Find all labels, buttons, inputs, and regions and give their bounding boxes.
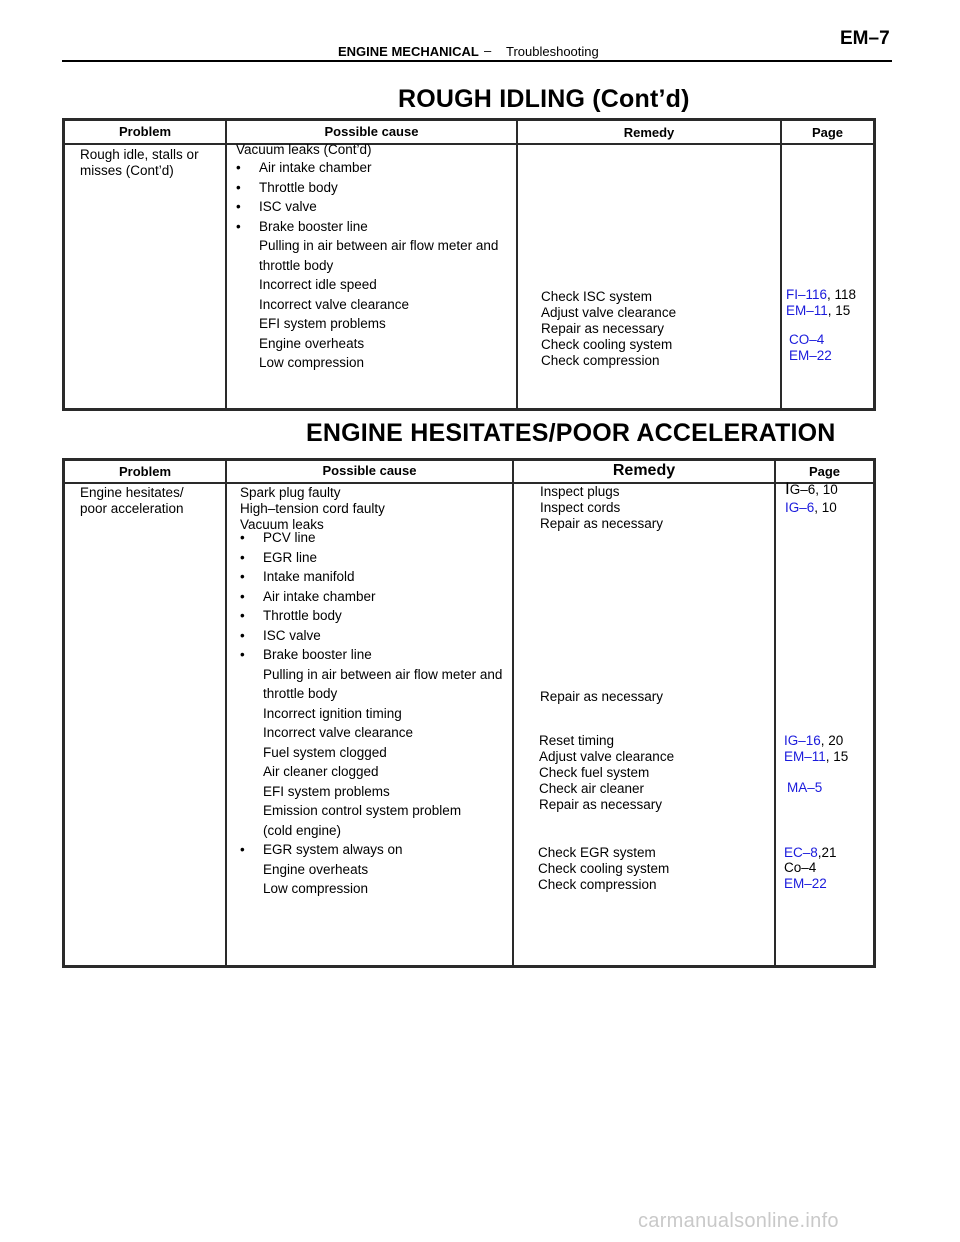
table2-cause-intro-line: High–tension cord faulty [240, 501, 385, 516]
table1-remedy-list [541, 289, 676, 369]
table2-remedy-group [538, 845, 669, 893]
table1-page-ref: EM–22 [789, 348, 832, 363]
bullet: • [240, 842, 245, 857]
table2-page-ref: EM–22 [784, 876, 827, 891]
table2-col-divider-3 [774, 461, 776, 966]
table2-col-divider-2 [512, 461, 514, 966]
table2-header-rule [65, 482, 873, 484]
cause-text: Throttle body [263, 608, 342, 623]
cause-item [236, 258, 333, 273]
table1-page-ref: CO–4 [789, 332, 825, 347]
cause-text: Incorrect valve clearance [259, 296, 410, 312]
cause-item [240, 608, 342, 623]
table2-page-ref: MA–5 [787, 780, 823, 795]
cause-text: EGR system always on [263, 842, 403, 857]
cause-item [240, 784, 390, 799]
cause-item [236, 199, 317, 214]
cause-text: PCV line [263, 530, 316, 545]
table2-problem-line: poor acceleration [80, 501, 184, 516]
table1-title: ROUGH IDLING (Cont’d) [398, 85, 690, 113]
remedy-line: Check compression [538, 877, 657, 892]
cause-text: Air intake chamber [259, 160, 372, 175]
cause-text: Pulling in air between air flow meter and [259, 238, 499, 253]
table1-page-ref: EM–11, 15 [786, 303, 851, 318]
cause-text: EFI system problems [259, 316, 386, 331]
cause-item [236, 277, 377, 292]
table1-header-remedy: Remedy [623, 125, 675, 140]
remedy-line: Check air cleaner [539, 781, 645, 796]
remedy-line: Adjust valve clearance [539, 749, 675, 764]
cause-item [236, 336, 364, 351]
table2 [62, 458, 876, 968]
remedy-line: Check cooling system [541, 337, 673, 352]
cause-item [240, 589, 376, 604]
cause-item [240, 550, 317, 565]
table1-col-divider-3 [780, 121, 782, 409]
remedy-line: Adjust valve clearance [541, 305, 677, 320]
remedy-line: Repair as necessary [540, 689, 664, 704]
table2-problem-line: Engine hesitates/ [80, 485, 184, 500]
bullet: • [236, 218, 241, 234]
cause-text: EFI system problems [263, 783, 390, 799]
table1-header-cause: Possible cause [324, 124, 419, 139]
table2-page-ref: EM–11, 15 [784, 749, 849, 764]
bullet: • [240, 588, 245, 604]
header-page-number: EM–7 [840, 28, 890, 49]
remedy-line: Check compression [541, 353, 660, 368]
cause-text: Brake booster line [263, 647, 372, 662]
cause-text: Incorrect ignition timing [263, 705, 402, 721]
cause-item [236, 355, 364, 370]
cause-item [240, 667, 502, 682]
table2-col-divider-1 [225, 461, 227, 966]
bullet: • [240, 549, 245, 565]
remedy-line: Repair as necessary [540, 516, 664, 531]
table1-cause-intro: Vacuum leaks (Cont’d) [236, 142, 372, 157]
cause-text: Air cleaner clogged [263, 764, 379, 779]
cause-text: Incorrect valve clearance [263, 725, 414, 740]
cause-text: (cold engine) [263, 822, 342, 838]
cause-item [240, 842, 403, 857]
cause-text: Air intake chamber [263, 588, 376, 604]
cause-text: ISC valve [263, 627, 321, 643]
cause-item [236, 238, 498, 253]
cause-text: throttle body [263, 686, 338, 701]
remedy-line: Check EGR system [538, 845, 656, 860]
bullet: • [236, 199, 241, 214]
table2-remedy-group [539, 733, 674, 813]
cause-text: Emission control system problem [263, 803, 462, 818]
cause-text: Fuel system clogged [263, 744, 387, 760]
header-rule [62, 60, 892, 62]
cause-text: Low compression [259, 355, 365, 370]
cause-text: Engine overheats [259, 335, 365, 351]
cause-item [240, 628, 321, 643]
table1-header-rule [65, 143, 873, 145]
table2-problem [80, 485, 184, 517]
cause-text: throttle body [259, 257, 334, 273]
cause-item [236, 180, 338, 195]
remedy-line: Check fuel system [539, 765, 650, 780]
table2-page-ref: IG–6, 10 [785, 479, 838, 498]
cause-item [236, 160, 372, 175]
cause-text: Brake booster line [259, 218, 368, 234]
table1-page-ref: FI–116, 118 [786, 287, 857, 302]
bullet: • [240, 647, 245, 662]
cause-text: Pulling in air between air flow meter and [263, 666, 503, 682]
table2-header-page: Page [808, 464, 841, 479]
table2-header-cause: Possible cause [322, 463, 417, 478]
table1-problem [80, 147, 199, 179]
remedy-line: Repair as necessary [541, 321, 665, 336]
table2-remedy-group [540, 689, 663, 705]
table2-page-ref: EC–8,21 [784, 845, 837, 860]
bullet: • [240, 608, 245, 623]
cause-item [240, 706, 402, 721]
table2-page-ref: IG–6, 10 [785, 500, 837, 515]
table2-header-remedy: Remedy [612, 462, 676, 479]
remedy-line: Inspect plugs [540, 484, 620, 499]
cause-item [240, 745, 387, 760]
cause-text: ISC valve [259, 199, 317, 214]
cause-item [240, 686, 337, 701]
table2-page-ref: IG–16, 20 [784, 733, 844, 748]
table1-col-divider-2 [516, 121, 518, 409]
cause-item [240, 803, 461, 818]
remedy-line: Check cooling system [538, 861, 670, 876]
remedy-line: Reset timing [539, 733, 615, 748]
table1-problem-line: Rough idle, stalls or [80, 147, 199, 162]
cause-item [236, 316, 386, 331]
cause-item [240, 823, 341, 838]
cause-text: Intake manifold [263, 569, 355, 584]
bullet: • [240, 569, 245, 584]
table1-header-problem: Problem [118, 124, 171, 139]
cause-item [240, 764, 379, 779]
bullet: • [236, 160, 241, 175]
cause-text: Engine overheats [263, 861, 369, 877]
cause-item [240, 881, 368, 896]
watermark: carmanualsonline.info [638, 1210, 839, 1232]
cause-item [236, 219, 368, 234]
table1-col-divider-1 [225, 121, 227, 409]
header-topic: Troubleshooting [506, 44, 599, 59]
bullet: • [240, 530, 245, 545]
cause-text: Throttle body [259, 179, 338, 195]
remedy-line: Check ISC system [541, 289, 653, 304]
table2-remedy-group [540, 484, 663, 532]
table2-title: ENGINE HESITATES/POOR ACCELERATION [306, 419, 836, 447]
header-separator: – [484, 43, 492, 58]
cause-item [240, 725, 413, 740]
table1-problem-line: misses (Cont’d) [80, 163, 174, 178]
table2-cause-intro-line: Vacuum leaks [240, 517, 324, 532]
remedy-line: Inspect cords [540, 500, 621, 515]
bullet: • [236, 179, 241, 195]
table1-header-page: Page [811, 125, 844, 140]
cause-text: Incorrect idle speed [259, 277, 377, 292]
bullet: • [240, 627, 245, 643]
cause-item [236, 297, 409, 312]
header-section: ENGINE MECHANICAL [338, 44, 479, 59]
cause-item [240, 530, 316, 545]
table2-page-ref: Co–4 [784, 860, 817, 875]
cause-item [240, 862, 368, 877]
cause-text: EGR line [263, 549, 318, 565]
cause-item [240, 569, 355, 584]
cause-item [240, 647, 372, 662]
remedy-line: Repair as necessary [539, 797, 663, 812]
table2-header-problem: Problem [118, 464, 171, 479]
cause-text: Low compression [263, 881, 369, 896]
table2-cause-intro-line: Spark plug faulty [240, 485, 341, 500]
table2-cause-intro [240, 485, 385, 533]
